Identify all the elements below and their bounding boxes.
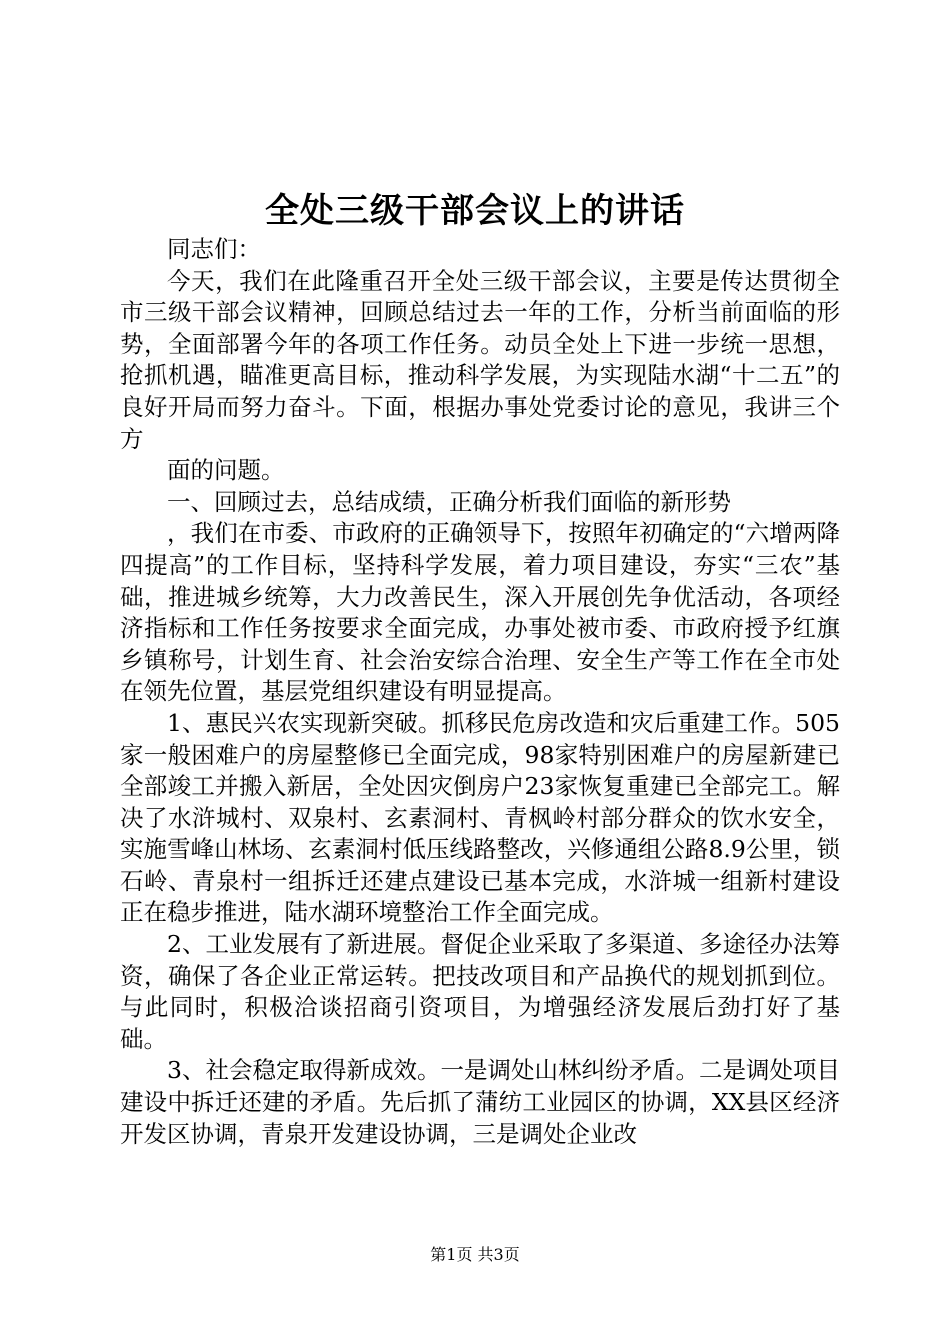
document-body — [120, 234, 840, 1150]
document-title: 全处三级干部会议上的讲话 — [265, 191, 685, 231]
page-indicator: 第1页 共3页 — [430, 1245, 520, 1264]
section-heading-1: 一、回顾过去，总结成绩，正确分析我们面临的新形势 — [167, 487, 731, 516]
salutation-paragraph: 同志们： — [167, 235, 261, 263]
item-2-paragraph: 2、工业发展有了新进展。督促企业采取了多渠道、多途径办法筹资，确保了各企业正常运转。把技改项目和产品换代的规划抓到位。与此同时，积极洽谈招商引资项目，为增强经济发展后劲打好了基础。 — [120, 930, 840, 1053]
intro-paragraph: 今天，我们在此隆重召开全处三级干部会议，主要是传达贯彻全市三级干部会议精神，回顾总结过去一年的工作，分析当前面临的形势，全面部署今年的各项工作任务。动员全处上下进一步统一思想，抢抓机遇，瞄准更高目标，推动科学发展，为实现陆水湖“十二五”的良好开局而努力奋斗。下面，根据办事处党委讨论的意见，我讲三个方 — [120, 266, 840, 453]
item-1-paragraph: 1、惠民兴农实现新突破。抓移民危房改造和灾后重建工作。505家一般困难户的房屋整修已全面完成，98家特别困难户的房屋新建已全部竣工并搬入新居，全处因灾倒房户23家恢复重建已全部完工。解决了水浒城村、双泉村、玄素洞村、青枫岭村部分群众的饮水安全，实施雪峰山林场、玄素洞村低压线路整改，兴修通组公路8.9公里，锁石岭、青泉村一组拆迁还建点建设已基本完成，水浒城一组新村建设正在稳步推进，陆水湖环境整治工作全面完成。 — [120, 708, 840, 927]
intro-continuation-paragraph: 面的问题。 — [167, 456, 285, 485]
achievements-paragraph: ，我们在市委、市政府的正确领导下，按照年初确定的“六增两降四提高”的工作目标，坚持科学发展，着力项目建设，夯实“三农”基础，推进城乡统筹，大力改善民生，深入开展创先争优活动，各项经济指标和工作任务按要求全面完成，办事处被市委、市政府授予红旗乡镇称号，计划生育、社会治安综合治理、安全生产等工作在全市处在领先位置，基层党组织建设有明显提高。 — [120, 519, 840, 706]
item-3-paragraph: 3、社会稳定取得新成效。一是调处山林纠纷矛盾。二是调处项目建设中拆迁还建的矛盾。先后抓了蒲纺工业园区的协调，XX县区经济开发区协调，青泉开发建设协调，三是调处企业改 — [120, 1056, 840, 1148]
